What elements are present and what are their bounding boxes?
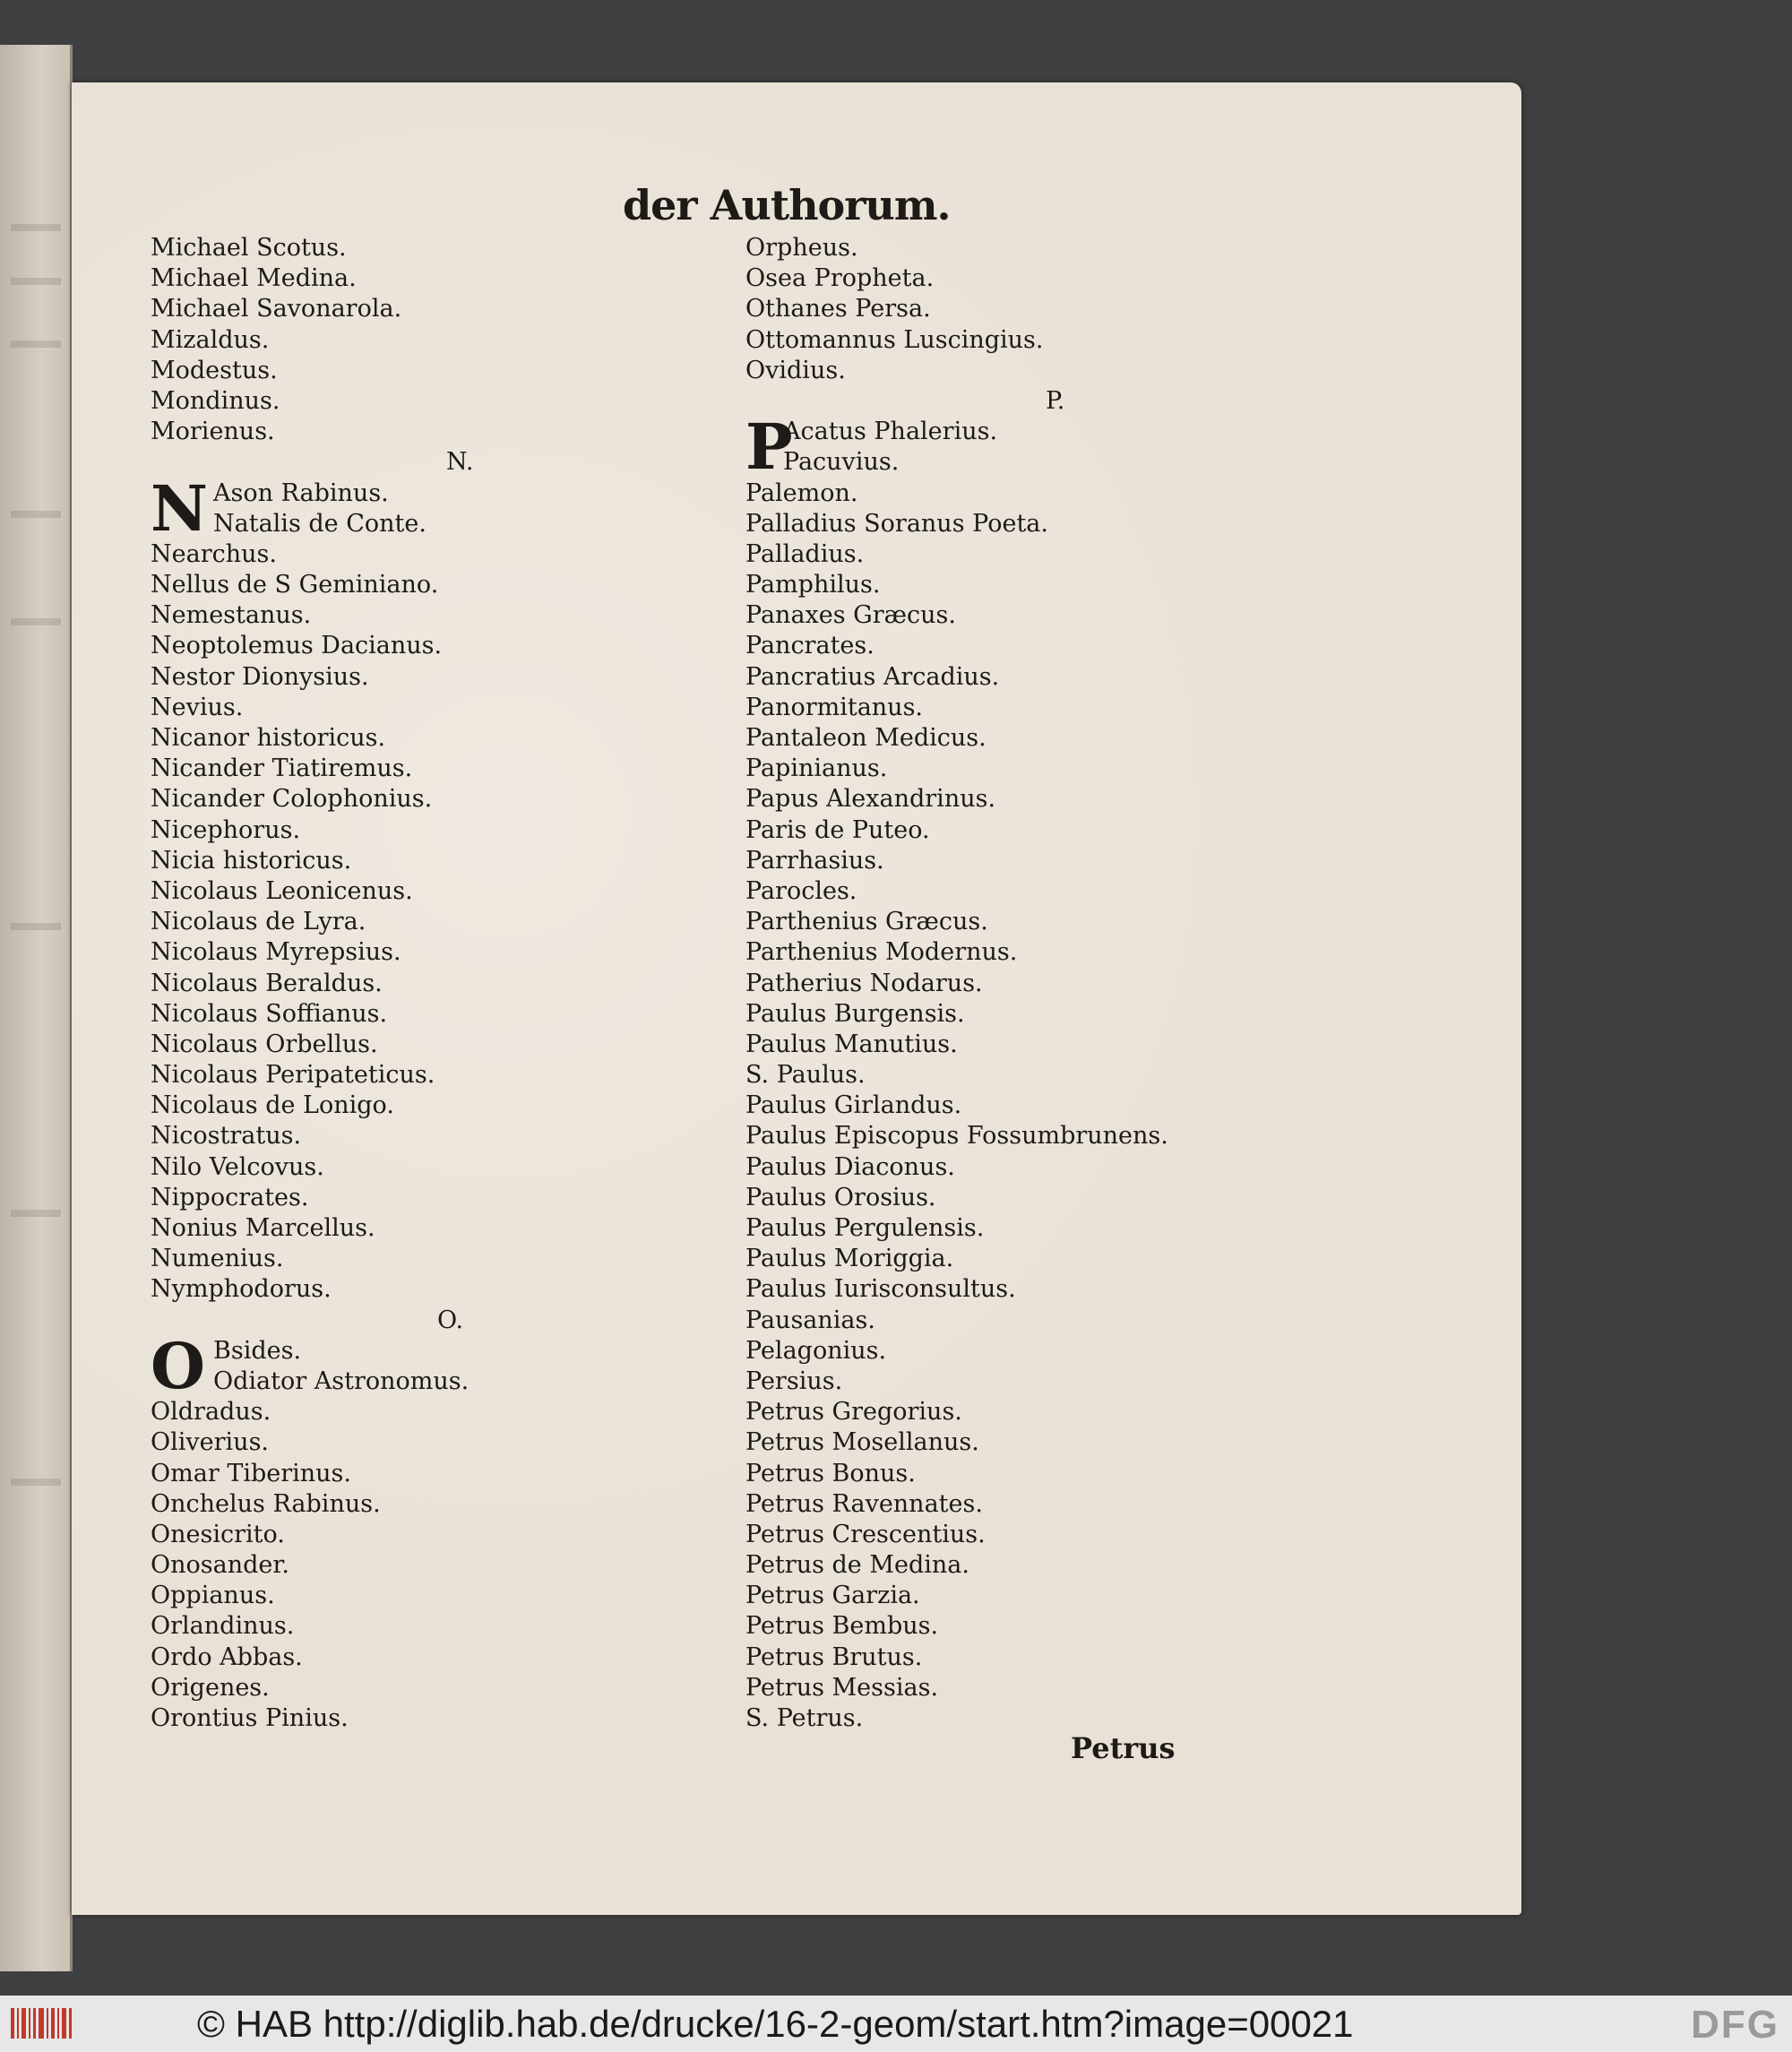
list-item: Paulus Diaconus. bbox=[745, 1152, 955, 1181]
show-through-text bbox=[11, 341, 61, 348]
list-item: Acatus Phalerius. bbox=[783, 418, 998, 446]
list-item: Pantaleon Medicus. bbox=[745, 724, 986, 753]
list-item: Petrus Bonus. bbox=[745, 1459, 916, 1487]
list-item: Petrus Garzia. bbox=[745, 1582, 920, 1610]
list-item: Onchelus Rabinus. bbox=[151, 1489, 381, 1518]
initial-block-o bbox=[151, 1328, 652, 1403]
section-heading-o: O. bbox=[437, 1306, 464, 1334]
right-entries-o bbox=[745, 233, 1391, 386]
list-item: Nonius Marcellus. bbox=[151, 1214, 375, 1243]
list-item: Paulus Pergulensis. bbox=[745, 1214, 985, 1243]
list-item: Nicephorus. bbox=[151, 815, 301, 844]
list-item: Paulus Iurisconsultus. bbox=[745, 1275, 1016, 1304]
list-item: Parrhasius. bbox=[745, 846, 884, 875]
list-item: Oldradus. bbox=[151, 1398, 271, 1427]
list-item: Palladius Soranus Poeta. bbox=[745, 509, 1048, 538]
list-item: Paulus Orosius. bbox=[745, 1183, 936, 1211]
list-item: Orontius Pinius. bbox=[151, 1704, 349, 1733]
drop-cap-n: N bbox=[151, 470, 208, 546]
list-item: Michael Scotus. bbox=[151, 234, 347, 262]
show-through-text bbox=[11, 224, 61, 231]
list-item: Parthenius Græcus. bbox=[745, 908, 988, 936]
list-item: Paris de Puteo. bbox=[745, 815, 930, 844]
list-item: Papinianus. bbox=[745, 754, 888, 783]
list-item: Paulus Episcopus Fossumbrunens. bbox=[745, 1122, 1168, 1151]
list-item: Othanes Persa. bbox=[745, 295, 931, 323]
list-item: Numenius. bbox=[151, 1245, 284, 1273]
left-entries-o bbox=[151, 1397, 652, 1734]
section-heading-n: N. bbox=[446, 448, 474, 477]
list-item: Petrus Bembus. bbox=[745, 1612, 939, 1641]
list-item: Nicolaus Peripateticus. bbox=[151, 1061, 435, 1090]
show-through-text bbox=[11, 1210, 61, 1217]
footer-bar bbox=[0, 1996, 1792, 2052]
list-item: Nicia historicus. bbox=[151, 846, 352, 875]
list-item: Palladius. bbox=[745, 539, 865, 568]
list-item: Nilo Velcovus. bbox=[151, 1152, 324, 1181]
list-item: Nicander Tiatiremus. bbox=[151, 754, 413, 783]
list-item: Nellus de S Geminiano. bbox=[151, 571, 439, 599]
show-through-text bbox=[11, 278, 61, 285]
list-item: Nemestanus. bbox=[151, 601, 312, 630]
left-entries-m bbox=[151, 233, 652, 447]
list-item: Michael Medina. bbox=[151, 264, 357, 293]
barcode-icon bbox=[9, 2005, 73, 2042]
list-item: Petrus Ravennates. bbox=[745, 1489, 983, 1518]
list-item: Odiator Astronomus. bbox=[213, 1367, 470, 1395]
list-item: Paulus Burgensis. bbox=[745, 999, 965, 1028]
list-item: Pancrates. bbox=[745, 632, 874, 660]
list-item: Panaxes Græcus. bbox=[745, 601, 956, 630]
dfg-logo: DFG bbox=[1691, 2003, 1779, 2047]
show-through-text bbox=[11, 1479, 61, 1486]
list-item: Nicolaus de Lonigo. bbox=[151, 1091, 394, 1120]
list-item: Onosander. bbox=[151, 1551, 289, 1580]
list-item: Morienus. bbox=[151, 418, 275, 446]
list-item: Nippocrates. bbox=[151, 1183, 309, 1211]
initial-block-n bbox=[151, 470, 652, 546]
list-item: Neoptolemus Dacianus. bbox=[151, 632, 443, 660]
list-item: Nicolaus de Lyra. bbox=[151, 908, 366, 936]
list-item: Nicolaus Orbellus. bbox=[151, 1030, 378, 1058]
list-item: Petrus Gregorius. bbox=[745, 1398, 962, 1427]
list-item: Nicander Colophonius. bbox=[151, 785, 433, 814]
list-item: Paulus Manutius. bbox=[745, 1030, 958, 1058]
list-item: Michael Savonarola. bbox=[151, 295, 402, 323]
list-item: Mizaldus. bbox=[151, 325, 270, 354]
list-item: Nicolaus Myrepsius. bbox=[151, 938, 401, 967]
list-item: Nicanor historicus. bbox=[151, 724, 386, 753]
facing-page-edge bbox=[0, 45, 73, 1971]
section-heading-p: P. bbox=[1046, 386, 1065, 415]
list-item: Osea Propheta. bbox=[745, 264, 935, 293]
list-item: Petrus Mosellanus. bbox=[745, 1428, 979, 1457]
left-entries-n bbox=[151, 539, 652, 1306]
list-item: Petrus Messias. bbox=[745, 1673, 939, 1702]
list-item: Oppianus. bbox=[151, 1582, 275, 1610]
list-item: Oliverius. bbox=[151, 1428, 270, 1457]
list-item: Orpheus. bbox=[745, 234, 858, 262]
list-item: Nicolaus Leonicenus. bbox=[151, 876, 413, 905]
list-item: Parthenius Modernus. bbox=[745, 938, 1018, 967]
list-item: Pancratius Arcadius. bbox=[745, 662, 1000, 691]
show-through-text bbox=[11, 511, 61, 518]
list-item: Bsides. bbox=[213, 1336, 302, 1365]
list-item: Petrus Brutus. bbox=[745, 1642, 923, 1671]
list-item: Nicostratus. bbox=[151, 1122, 302, 1151]
right-entries-p bbox=[745, 479, 1391, 1735]
drop-cap-o: O bbox=[151, 1328, 205, 1403]
show-through-text bbox=[11, 923, 61, 930]
list-item: Omar Tiberinus. bbox=[151, 1459, 351, 1487]
list-item: Paulus Moriggia. bbox=[745, 1245, 954, 1273]
list-item: Pausanias. bbox=[745, 1306, 875, 1334]
list-item: Ovidius. bbox=[745, 356, 846, 384]
list-item: Petrus Crescentius. bbox=[745, 1520, 986, 1548]
list-item: Papus Alexandrinus. bbox=[745, 785, 996, 814]
list-item: S. Petrus. bbox=[745, 1704, 864, 1733]
list-item: Parocles. bbox=[745, 876, 857, 905]
list-item: Patherius Nodarus. bbox=[745, 969, 983, 997]
list-item: Nicolaus Beraldus. bbox=[151, 969, 383, 997]
show-through-text bbox=[11, 618, 61, 625]
list-item: Ason Rabinus. bbox=[213, 479, 389, 507]
list-item: Petrus de Medina. bbox=[745, 1551, 969, 1580]
list-item: Pelagonius. bbox=[745, 1336, 887, 1365]
list-item: Ordo Abbas. bbox=[151, 1642, 303, 1671]
catchword: Petrus bbox=[1071, 1731, 1176, 1765]
list-item: Pamphilus. bbox=[745, 571, 881, 599]
list-item: Nevius. bbox=[151, 693, 244, 721]
drop-cap-p: P bbox=[745, 410, 793, 485]
list-item: Natalis de Conte. bbox=[213, 509, 426, 538]
initial-block-p bbox=[745, 410, 1391, 485]
right-column bbox=[745, 233, 1391, 1734]
list-item: Panormitanus. bbox=[745, 693, 924, 721]
list-item: Nicolaus Soffianus. bbox=[151, 999, 388, 1028]
list-item: Modestus. bbox=[151, 356, 278, 384]
list-item: Onesicrito. bbox=[151, 1520, 285, 1548]
list-item: Persius. bbox=[745, 1367, 843, 1395]
list-item: Ottomannus Luscingius. bbox=[745, 325, 1044, 354]
list-item: Orlandinus. bbox=[151, 1612, 295, 1641]
copyright-url[interactable]: © HAB http://diglib.hab.de/drucke/16-2-geom/start.htm?image=00021 bbox=[197, 2003, 1354, 2045]
list-item: Nestor Dionysius. bbox=[151, 662, 369, 691]
list-item: S. Paulus. bbox=[745, 1061, 866, 1090]
list-item: Mondinus. bbox=[151, 386, 280, 415]
running-header: der Authorum. bbox=[623, 181, 951, 229]
left-column bbox=[151, 233, 652, 1734]
list-item: Pacuvius. bbox=[783, 448, 900, 477]
list-item: Origenes. bbox=[151, 1673, 270, 1702]
book-page bbox=[72, 82, 1521, 1915]
list-item: Paulus Girlandus. bbox=[745, 1091, 962, 1120]
list-item: Nearchus. bbox=[151, 539, 277, 568]
list-item: Palemon. bbox=[745, 479, 858, 507]
list-item: Nymphodorus. bbox=[151, 1275, 332, 1304]
